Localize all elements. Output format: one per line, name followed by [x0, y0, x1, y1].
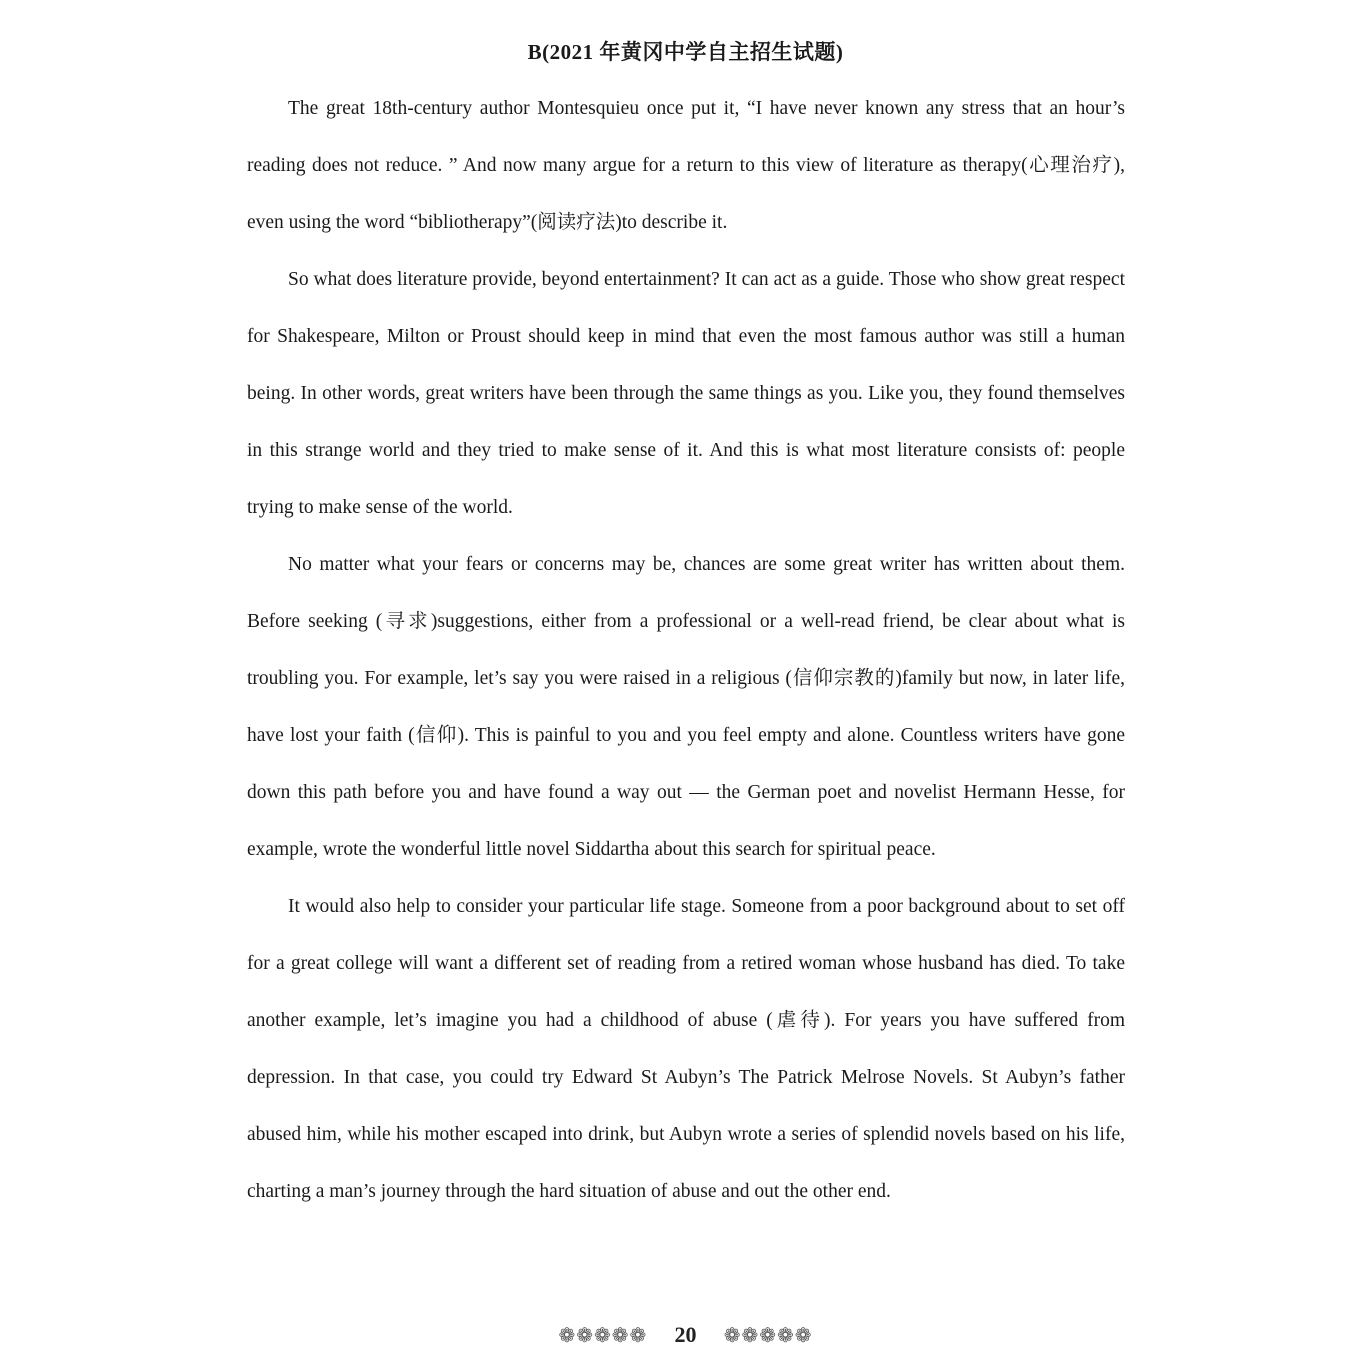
- footer-ornament-left: ❁❁❁❁❁: [558, 1323, 648, 1347]
- page-title: B(2021 年黄冈中学自主招生试题): [527, 40, 844, 64]
- paragraph-1: The great 18th-century author Montesquieu once put it, “I have never known any stress that an hour’s reading does not reduce. ” And now many argue for a return to this view of literature as therapy(心理治疗), even using the word “bibliotherapy”(阅读疗法)to describe it.: [247, 98, 1125, 233]
- page-footer: [0, 1322, 1371, 1348]
- paragraph-2: So what does literature provide, beyond entertainment? It can act as a guide. Those who show great respect for Shakespeare, Milton or Proust should keep in mind that even the most famous author was still a human being. In other words, great writers have been through the same things as you. Like you, they found themselves in this strange world and they tried to make sense of it. And this is what most literature consists of: people trying to make sense of the world.: [247, 269, 1125, 518]
- passage-body: [247, 80, 1125, 1220]
- paragraph-4: It would also help to consider your particular life stage. Someone from a poor background about to set off for a great college will want a different set of reading from a retired woman whose husband has died. To take another example, let’s imagine you had a childhood of abuse (虐待). For years you have suffered from depression. In that case, you could try Edward St Aubyn’s The Patrick Melrose Novels. St Aubyn’s father abused him, while his mother escaped into drink, but Aubyn wrote a series of splendid novels based on his life, charting a man’s journey through the hard situation of abuse and out the other end.: [247, 896, 1125, 1202]
- paragraph-3: No matter what your fears or concerns may be, chances are some great writer has written about them. Before seeking (寻求)suggestions, either from a professional or a well-read friend, be clear about what is troubling you. For example, let’s say you were raised in a religious (信仰宗教的)family but now, in later life, have lost your faith (信仰). This is painful to you and you feel empty and alone. Countless writers have gone down this path before you and have found a way out — the German poet and novelist Hermann Hesse, for example, wrote the wonderful little novel Siddartha about this search for spiritual peace.: [247, 554, 1125, 860]
- page-number: 20: [674, 1322, 697, 1347]
- footer-ornament-right: ❁❁❁❁❁: [723, 1323, 813, 1347]
